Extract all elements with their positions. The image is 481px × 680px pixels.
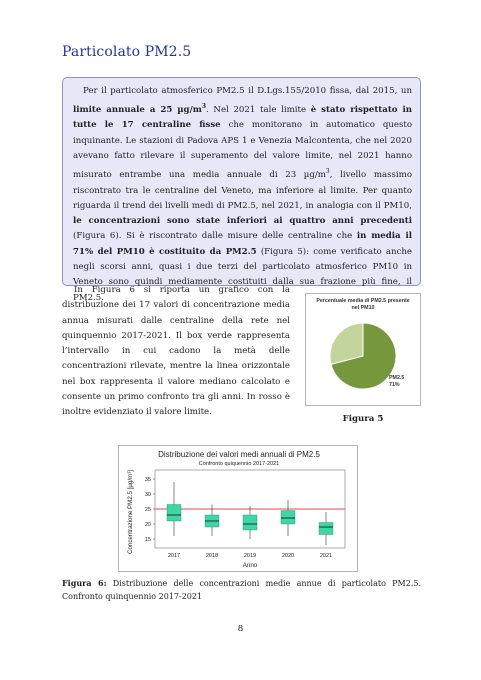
caption-text: Distribuzione delle concentrazioni medie annue di particolato PM2.5. Confronto quinquennio 2017-2021 [62,579,421,601]
x-tick-label: 2017 [167,553,181,559]
x-tick-label: 2019 [243,553,257,559]
figure-6-caption [62,577,421,603]
summary-text: che monitorano in automatico questo inquinante. Le stazioni di Padova APS 1 e Venezia Malcontenta, che nel 2020 avevano fatto rilevare il superamento del valore limite, nel 2021 hanno misurato entrambe una media annuale di 23 µg/m [73,120,412,181]
box-iqr [243,515,257,530]
chart-subtitle: Confronto quiquennio 2017-2021 [198,461,280,467]
pie-title-line-1: Percentuale media di PM2.5 presente [316,298,410,304]
summary-text: , livello massimo riscontrato tra le centraline del Veneto, ma inferiore al limite. Per quanto riguarda il trend dei livelli medi di PM2.5, nel 2021, in analogia con il PM10, [73,170,413,211]
ratio-highlight: in media il 71% del PM10 è costituito da PM2.5 [73,231,412,257]
respected-highlight: è stato rispettato in tutte le 17 centraline fisse [73,105,412,131]
summary-text: (Figura 6). Si è riscontrato dalle misure delle centraline che [73,231,357,242]
summary-text: (Figura 5): come verificato anche negli scorsi anni, quasi i due terzi del particolato atmosferico PM10 in Veneto sono quindi mediamente costituiti dalla sua frazione più fine, il PM2.5. [73,246,412,303]
x-tick-label: 2018 [205,553,219,559]
unit-superscript: 3 [325,168,330,176]
page-number: 8 [237,624,244,634]
y-tick-label: 25 [144,507,151,513]
pie-label-value: 71% [389,381,400,388]
limit-highlight [73,105,206,115]
y-tick-label: 20 [144,522,151,528]
summary-text: Per il particolato atmosferico PM2.5 il D.Lgs.155/2010 fissa, dal 2015, un [83,86,412,96]
y-tick-label: 15 [144,537,151,543]
limit-superscript: 3 [201,103,206,111]
pie-title-line-2: nel PM10 [351,304,375,311]
pie-label-series: PM2.5 [389,375,405,381]
summary-text: . Nel 2021 tale limite [206,105,311,116]
summary-paragraph [73,84,412,306]
y-axis-label: Concentrazione PM2.5 [µg/m³] [127,469,134,555]
x-axis-label: Anno [242,562,258,569]
box-iqr [167,505,181,522]
trend-highlight: le concentrazioni sono state inferiori ai quattro anni precedenti [73,216,412,227]
x-tick-label: 2020 [281,553,295,559]
body-text: In Figura 6 si riporta un grafico con la distribuzione dei 17 valori di concentrazione media annua misurati dalle centraline della rete nel quinquennio 2017-2021. Il box verde rappresenta l’intervallo in cui cadono la metà delle concentrazioni rilevate, mentre la linea orizzontale nel box rappresenta il valore mediano calcolato e consente un primo confronto tra gli anni. In rosso è inoltre evidenziato il valore limite. [62,285,290,418]
y-tick-label: 30 [144,492,151,498]
figure-6-box-plot [118,445,358,572]
pie-svg [306,294,422,407]
x-tick-label: 2021 [319,553,333,559]
chart-title: Distribuzione dei valori medi annuali di PM2.5 [158,450,320,459]
box-plot-svg [119,446,359,573]
body-paragraph [62,283,290,421]
box-iqr [319,523,333,535]
figure-5-pie-chart [305,293,421,406]
pie-slice-label [389,375,404,388]
section-title: Particolato PM2.5 [62,44,192,60]
caption-label: Figura 6: [62,578,107,588]
y-tick-label: 35 [144,477,151,483]
limit-text: limite annuale a 25 µg/m [73,105,202,116]
box-iqr [281,511,295,525]
figure-5-caption: Figura 5 [342,414,384,424]
